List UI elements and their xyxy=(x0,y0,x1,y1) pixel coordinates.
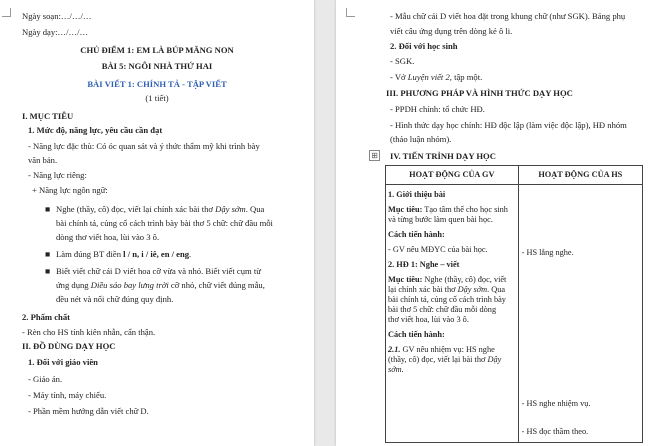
text-line: - Năng lực đặc thù: Có óc quan sát và ý thức thẩm mỹ khi trình bày xyxy=(28,141,260,151)
table-header-cell: HOẠT ĐỘNG CỦA HS xyxy=(518,166,642,185)
text-line: - Hình thức dạy học chính: HĐ độc lập (làm việc độc lập), HĐ nhóm xyxy=(390,120,627,130)
cell-line: lại chính xác bài thơ Dậy sớm. Qua xyxy=(388,285,506,294)
subsection-heading: 1. Mức độ, năng lực, yêu cầu cần đạt xyxy=(28,125,163,135)
cell-line: (thầy, cô) đọc, viết lại bài thơ Dậy xyxy=(388,355,502,364)
text-line: - Năng lực riêng: xyxy=(28,170,87,180)
cell-line: - HS nghe nhiệm vụ. xyxy=(521,399,591,408)
text-line: đều nét và nối chữ đúng quy định. xyxy=(56,294,174,304)
bullet-icon: ■ xyxy=(45,266,51,276)
lesson-title: BÀI 5: NGÔI NHÀ THỨ HAI xyxy=(101,61,213,71)
text-line: dòng thơ viết hoa, lùi vào 3 ô. xyxy=(56,232,160,242)
text-line: Làm đúng BT điền l / n, i / iê, en / eng. xyxy=(56,249,192,259)
table-header-row xyxy=(386,166,643,185)
left-page xyxy=(0,0,314,446)
table-row xyxy=(386,185,643,443)
cell-line: Cách tiến hành: xyxy=(388,330,445,339)
subsection-heading: 1. Đối với giáo viên xyxy=(28,357,98,367)
subsection-heading: 2. Đối với học sinh xyxy=(390,41,458,51)
periods: (1 tiết) xyxy=(145,93,169,103)
text-line: - Mẫu chữ cái D viết hoa đặt trong khung chữ (như SGK). Bảng phụ xyxy=(390,11,626,21)
crop-mark xyxy=(2,8,11,17)
cell-line: Mục tiêu: Nghe (thầy, cô) đọc, viết xyxy=(388,275,507,284)
text-line: - Giáo án. xyxy=(28,374,63,384)
text-line: - Rèn cho HS tính kiên nhẫn, cẩn thận. xyxy=(22,327,156,337)
theme-title: CHỦ ĐIỂM 1: EM LÀ BÚP MĂNG NON xyxy=(80,45,234,55)
section-heading: II. ĐỒ DÙNG DẠY HỌC xyxy=(22,341,116,351)
text-line: ứng dụng Diều sáo bay lưng trời cỡ nhỏ, chữ viết đúng mẫu, xyxy=(56,280,265,290)
text-line: - Máy tính, máy chiếu. xyxy=(28,390,107,400)
text-line: văn bản. xyxy=(28,155,58,165)
cell-line: 1. Giới thiệu bài xyxy=(388,190,446,199)
cell-line: bài thơ 5 chữ: chữ đầu mỗi dòng xyxy=(388,305,497,314)
subsection-heading: 2. Phẩm chất xyxy=(22,312,70,322)
cell-line: Mục tiêu: Tạo tâm thế cho học sinh xyxy=(388,205,508,214)
cell-line: thơ viết hoa, lùi vào 3 ô. xyxy=(388,315,469,324)
cell-line: - HS lắng nghe. xyxy=(521,248,574,257)
section-heading: III. PHƯƠNG PHÁP VÀ HÌNH THỨC DẠY HỌC xyxy=(386,88,573,98)
bullet-icon: ■ xyxy=(45,204,51,214)
text-line: + Năng lực ngôn ngữ: xyxy=(32,185,108,195)
table-header-cell: HOẠT ĐỘNG CỦA GV xyxy=(386,166,519,185)
date-prepared: Ngày soạn:…/…/… xyxy=(22,11,92,21)
section-heading: IV. TIẾN TRÌNH DẠY HỌC xyxy=(390,151,496,161)
text-line: Biết viết chữ cái D viết hoa cỡ vừa và nhỏ. Biết viết cụm từ xyxy=(56,266,261,276)
text-line: viết câu ứng dụng trên dòng kẻ ô li. xyxy=(390,26,513,36)
sublesson-title: BÀI VIẾT 1: CHÍNH TẢ - TẬP VIẾT xyxy=(87,79,227,89)
lesson-plan-table xyxy=(385,165,643,443)
cell-line: bài chính tả, củng cố cách trình bày xyxy=(388,295,506,304)
date-taught: Ngày dạy:…/…/… xyxy=(22,27,89,37)
table-cell-gv xyxy=(386,185,519,443)
table-move-handle-icon[interactable]: ⊞ xyxy=(369,150,380,161)
cell-line: 2. HĐ 1: Nghe – viết xyxy=(388,260,460,269)
cell-line: 2.1. GV nêu nhiệm vụ: HS nghe xyxy=(388,345,495,354)
text-line: - Phần mềm hướng dẫn viết chữ D. xyxy=(28,406,149,416)
crop-mark xyxy=(346,8,355,17)
text-line: - Vở Luyện viết 2, tập một. xyxy=(390,72,483,82)
cell-line: sớm. xyxy=(388,365,404,374)
cell-line: - GV nêu MĐYC của bài học. xyxy=(388,245,488,254)
text-line: bài chính tả, củng cố cách trình bày bài thơ 5 chữ: chữ đầu mỗi xyxy=(56,218,273,228)
section-heading: I. MỤC TIÊU xyxy=(22,111,74,121)
text-line: - SGK. xyxy=(390,56,415,66)
text-line: (thảo luận nhóm). xyxy=(390,134,452,144)
text-line: Nghe (thầy, cô) đọc, viết lại chính xác bài thơ Dậy sớm. Qua xyxy=(56,204,265,214)
cell-line: Cách tiến hành: xyxy=(388,230,445,239)
bullet-icon: ■ xyxy=(45,249,51,259)
table-cell-hs xyxy=(518,185,642,443)
text-line: - PPDH chính: tổ chức HĐ. xyxy=(390,104,485,114)
cell-line: - HS đọc thầm theo. xyxy=(521,427,589,436)
cell-line: và từng bước làm quen bài học. xyxy=(388,215,493,224)
